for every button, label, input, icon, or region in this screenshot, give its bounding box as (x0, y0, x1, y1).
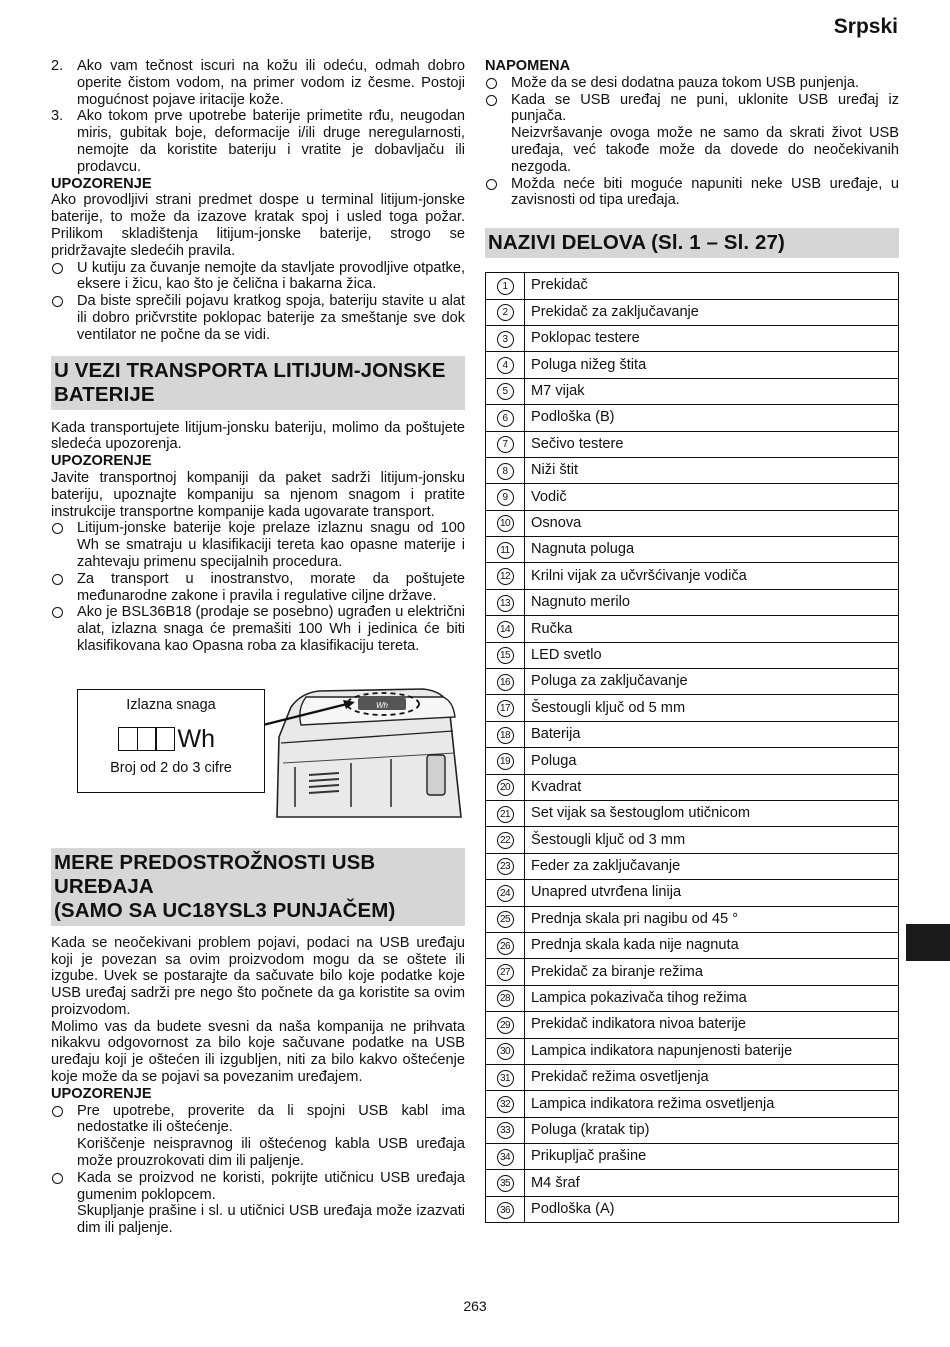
part-number: 8 (497, 463, 514, 480)
page-language-label: Srpski (833, 15, 898, 38)
part-number-cell (486, 721, 525, 747)
bullet-item (485, 176, 899, 210)
bullet-extra-text: Koriščenje neispravnog ili oštećenog kabla USB uređaja može prouzrokovati dim ili paljenje. (77, 1136, 465, 1170)
list-number: 3. (51, 108, 64, 125)
digit-cells (118, 724, 215, 753)
table-row (486, 748, 899, 774)
part-name: Prekidač indikatora nivoa baterije (525, 1012, 899, 1038)
part-number: 16 (497, 674, 514, 691)
part-number-cell (486, 985, 525, 1011)
part-number-cell (486, 695, 525, 721)
usb-heading (51, 848, 465, 926)
right-column (485, 58, 899, 1223)
list-item (51, 108, 465, 175)
part-number: 29 (497, 1017, 514, 1034)
part-number: 3 (497, 331, 514, 348)
part-number: 15 (497, 647, 514, 664)
bullet-extra-text: Skupljanje prašine i sl. u utičnici USB uređaja može izazvati dim ili paljenje. (77, 1203, 465, 1237)
list-text: Ako vam tečnost iscuri na kožu ili odeću, odmah dobro operite čistom vodom, na primer vodom iz česme. Postoji mogućnost pojave iritacije kože. (77, 58, 465, 108)
battery-wh-marking: Wh (376, 700, 388, 710)
part-number-cell (486, 748, 525, 774)
table-row (486, 1144, 899, 1170)
warning-label: UPOZORENJE (51, 1085, 152, 1102)
table-row (486, 299, 899, 325)
bullet-item (51, 1170, 465, 1237)
part-number-cell (486, 880, 525, 906)
part-number: 10 (497, 515, 514, 532)
table-row (486, 405, 899, 431)
part-name: Šestougli ključ od 3 mm (525, 827, 899, 853)
note-label: NAPOMENA (485, 58, 571, 74)
bullet-extra-text: Neizvršavanje ovoga može ne samo da skrati život USB uređaja, već takođe može da dovede do neočekivanih nezgoda. (511, 125, 899, 175)
table-row (486, 695, 899, 721)
part-number: 30 (497, 1043, 514, 1060)
table-row (486, 457, 899, 483)
table-row (486, 800, 899, 826)
bullet-text: Pre upotrebe, proverite da li spojni USB kabl ima nedostatke ili oštećenje. (77, 1102, 465, 1136)
table-row (486, 378, 899, 404)
part-name: Kvadrat (525, 774, 899, 800)
bullet-item (485, 75, 899, 92)
bullet-text: Da biste sprečili pojavu kratkog spoja, bateriju stavite u alat ili dobro pričvrstite poklopac baterije za smeštanje sve dok ventilator ne počne da se vidi. (77, 293, 465, 343)
circle-bullet-icon (51, 293, 77, 343)
part-name: Ručka (525, 616, 899, 642)
parts-heading: NAZIVI DELOVA (Sl. 1 – Sl. 27) (485, 228, 899, 258)
warning-text: Javite transportnoj kompaniji da paket sadrži litijum-jonsku bateriju, upoznajte kompaniju sa njenom snagom i pratite instrukcije transportne kompanije kada ugovarate transport. (51, 469, 465, 520)
part-name: M7 vijak (525, 378, 899, 404)
part-name: Feder za zaključavanje (525, 853, 899, 879)
digit-count-label: Broj od 2 do 3 cifre (110, 759, 232, 776)
bullet-item (51, 1103, 465, 1170)
circle-bullet-icon (485, 75, 511, 92)
part-name: Prekidač za zaključavanje (525, 299, 899, 325)
table-row (486, 827, 899, 853)
part-name: Krilni vijak za učvršćivanje vodiča (525, 563, 899, 589)
left-column (51, 58, 465, 1237)
part-name: Prednja skala kada nije nagnuta (525, 932, 899, 958)
part-number: 25 (497, 911, 514, 928)
circle-bullet-icon (51, 1170, 77, 1237)
circle-bullet-icon (51, 260, 77, 294)
table-row (486, 1170, 899, 1196)
part-number-cell (486, 299, 525, 325)
part-number-cell (486, 1012, 525, 1038)
part-number-cell (486, 1064, 525, 1090)
table-row (486, 669, 899, 695)
part-number-cell (486, 906, 525, 932)
bullet-item (51, 293, 465, 343)
part-number: 34 (497, 1149, 514, 1166)
table-row (486, 906, 899, 932)
part-number-cell (486, 325, 525, 351)
list-text: Ako tokom prve upotrebe baterije primetite rđu, neugodan miris, gubitak boje, deformacije i/ili druge neregularnosti, nemojte da koristite bateriju i vratite je dobavljaču ili prodavcu. (77, 108, 465, 175)
table-row (486, 721, 899, 747)
part-number-cell (486, 642, 525, 668)
table-row (486, 880, 899, 906)
part-number: 17 (497, 700, 514, 717)
bullet-item (51, 520, 465, 570)
part-number-cell (486, 378, 525, 404)
part-number-cell (486, 616, 525, 642)
part-number-cell (486, 537, 525, 563)
part-number: 9 (497, 489, 514, 506)
part-number: 7 (497, 436, 514, 453)
part-number: 11 (497, 542, 514, 559)
part-number-cell (486, 1117, 525, 1143)
part-number-cell (486, 405, 525, 431)
part-number: 1 (497, 278, 514, 295)
bullet-item (51, 571, 465, 605)
table-row (486, 959, 899, 985)
circle-bullet-icon (485, 176, 511, 210)
part-number: 18 (497, 727, 514, 744)
part-number: 31 (497, 1070, 514, 1087)
part-number: 27 (497, 964, 514, 981)
part-name: Vodič (525, 484, 899, 510)
bullet-item (51, 604, 465, 654)
battery-figure (51, 667, 465, 827)
table-row (486, 1012, 899, 1038)
bullet-text: U kutiju za čuvanje nemojte da stavljate provodljive otpatke, eksere i žicu, kao što je čelična i bakarna žica. (77, 259, 465, 293)
part-number-cell (486, 589, 525, 615)
part-number: 36 (497, 1202, 514, 1219)
part-number: 19 (497, 753, 514, 770)
part-number-cell (486, 352, 525, 378)
part-name: Lampica pokazivača tihog režima (525, 985, 899, 1011)
part-number-cell (486, 1144, 525, 1170)
part-name: Prekidač za biranje režima (525, 959, 899, 985)
digit-cell (118, 727, 138, 751)
part-number-cell (486, 774, 525, 800)
bullet-text: Može da se desi dodatna pauza tokom USB punjenja. (511, 74, 860, 91)
intro-list (51, 58, 465, 176)
part-number: 5 (497, 383, 514, 400)
part-name: Prekidač (525, 273, 899, 299)
list-number: 2. (51, 58, 64, 74)
part-name: Unapred utvrđena linija (525, 880, 899, 906)
heading-line: MERE PREDOSTROŽNOSTI USB (54, 850, 376, 874)
usb-paragraph: Molimo vas da budete svesni da naša kompanija ne prihvata nikakvu odgovornost za bilo koje sačuvane podatke na USB uređaju koji je oštećen ili izgubljen, niti za bilo kakvo oštećenje koje može da se pojavi sa povezanim uređajem. (51, 1018, 465, 1086)
page-number: 263 (463, 1298, 487, 1314)
table-row (486, 563, 899, 589)
table-row (486, 642, 899, 668)
part-name: Šestougli ključ od 5 mm (525, 695, 899, 721)
bullet-text: Možda neće biti moguće napuniti neke USB uređaje, u zavisnosti od tipa uređaja. (511, 175, 899, 209)
section-tab-marker (906, 924, 950, 961)
part-number-cell (486, 959, 525, 985)
bullet-content (511, 92, 899, 176)
table-row (486, 325, 899, 351)
heading-line: (SAMO SA UC18YSL3 PUNJAČEM) (54, 898, 396, 922)
part-name: Baterija (525, 721, 899, 747)
digit-cell (155, 727, 175, 751)
circle-bullet-icon (485, 92, 511, 176)
part-name: Podloška (B) (525, 405, 899, 431)
part-number: 20 (497, 779, 514, 796)
part-name: Poklopac testere (525, 325, 899, 351)
part-number: 13 (497, 595, 514, 612)
part-number: 2 (497, 304, 514, 321)
output-power-label: Izlazna snaga (126, 696, 216, 713)
table-row (486, 1117, 899, 1143)
part-name: Sečivo testere (525, 431, 899, 457)
part-number: 6 (497, 410, 514, 427)
part-number: 26 (497, 938, 514, 955)
part-number: 21 (497, 806, 514, 823)
bullet-text: Kada se USB uređaj ne puni, uklonite USB uređaj iz punjača. (511, 91, 899, 125)
part-number-cell (486, 510, 525, 536)
parts-table (485, 272, 899, 1223)
table-row (486, 1038, 899, 1064)
part-number: 28 (497, 990, 514, 1007)
part-name: Prednja skala pri nagibu od 45 ° (525, 906, 899, 932)
transport-heading: U VEZI TRANSPORTA LITIJUM-JONSKE BATERIJE (51, 356, 465, 410)
part-name: Poluga za zaključavanje (525, 669, 899, 695)
part-name: Set vijak sa šestouglom utičnicom (525, 800, 899, 826)
part-number-cell (486, 932, 525, 958)
wh-label-box (77, 689, 265, 793)
part-name: Nagnuta poluga (525, 537, 899, 563)
part-number-cell (486, 1196, 525, 1222)
warning-label: UPOZORENJE (51, 453, 152, 470)
circle-bullet-icon (51, 520, 77, 570)
bullet-text: Za transport u inostranstvo, morate da poštujete međunarodne zakone i pravila i regulative ciljne države. (77, 570, 465, 604)
bullet-content (77, 1103, 465, 1170)
part-number-cell (486, 457, 525, 483)
part-name: Poluga (525, 748, 899, 774)
part-number-cell (486, 827, 525, 853)
part-name: Niži štit (525, 457, 899, 483)
circle-bullet-icon (51, 604, 77, 654)
table-row (486, 1196, 899, 1222)
table-row (486, 352, 899, 378)
warning-text: Ako provodljivi strani predmet dospe u terminal litijum-jonske baterije, to može da izazove kratak spoj i usled toga požar. Prilikom skladištenja litijum-jonske baterije, strogo se pridržavajte sledećih pravila. (51, 192, 465, 259)
part-name: Lampica indikatora režima osvetljenja (525, 1091, 899, 1117)
table-row (486, 273, 899, 299)
part-number: 14 (497, 621, 514, 638)
table-row (486, 932, 899, 958)
part-number-cell (486, 1091, 525, 1117)
part-name: Nagnuto merilo (525, 589, 899, 615)
part-name: M4 šraf (525, 1170, 899, 1196)
part-number: 22 (497, 832, 514, 849)
part-name: LED svetlo (525, 642, 899, 668)
part-name: Osnova (525, 510, 899, 536)
part-name: Poluga (kratak tip) (525, 1117, 899, 1143)
table-row (486, 1064, 899, 1090)
table-row (486, 853, 899, 879)
bullet-item (51, 260, 465, 294)
table-row (486, 431, 899, 457)
part-number-cell (486, 273, 525, 299)
bullet-item (485, 92, 899, 176)
table-row (486, 1091, 899, 1117)
part-number: 35 (497, 1175, 514, 1192)
bullet-text: Ako je BSL36B18 (prodaje se posebno) ugrađen u električni alat, izlazna snaga će premašiti 100 Wh i jedinica će biti klasifikovana kao Opasna roba za klasifikaciju tereta. (77, 604, 465, 654)
part-name: Lampica indikatora napunjenosti baterije (525, 1038, 899, 1064)
bullet-text: Kada se proizvod ne koristi, pokrijte utičnicu USB uređaja gumenim poklopcem. (77, 1169, 465, 1203)
usb-paragraph: Kada se neočekivani problem pojavi, podaci na USB uređaju koji je povezan sa ovim proizvodom mogu da se oštete ili izgube. Uvek se postarajte da sačuvate bilo koje podatke koje USB uređaj sadrži pre nego što počnete da ga koristite sa ovim proizvodom. (51, 934, 465, 1018)
part-number-cell (486, 431, 525, 457)
part-name: Prikupljač prašine (525, 1144, 899, 1170)
list-item (51, 58, 465, 108)
bullet-text: Litijum-jonske baterije koje prelaze izlaznu snagu od 100 Wh se smatraju u klasifikaciji tereta kao opasne materije i zahtevaju primenu specijalnih procedura. (77, 520, 465, 570)
table-row (486, 774, 899, 800)
part-number-cell (486, 563, 525, 589)
part-number: 23 (497, 858, 514, 875)
part-number-cell (486, 669, 525, 695)
table-row (486, 985, 899, 1011)
digit-cell (137, 727, 157, 751)
table-row (486, 589, 899, 615)
table-row (486, 537, 899, 563)
wh-unit: Wh (177, 724, 215, 753)
part-number-cell (486, 800, 525, 826)
part-number: 33 (497, 1122, 514, 1139)
bullet-content (77, 1170, 465, 1237)
part-name: Podloška (A) (525, 1196, 899, 1222)
part-number-cell (486, 484, 525, 510)
table-row (486, 484, 899, 510)
circle-bullet-icon (51, 1103, 77, 1170)
part-number: 4 (497, 357, 514, 374)
part-number: 12 (497, 568, 514, 585)
part-number-cell (486, 1038, 525, 1064)
table-row (486, 616, 899, 642)
warning-label: UPOZORENJE (51, 175, 152, 192)
part-name: Prekidač režima osvetljenja (525, 1064, 899, 1090)
heading-line: UREĐAJA (54, 874, 154, 898)
circle-bullet-icon (51, 571, 77, 605)
transport-intro: Kada transportujete litijum-jonsku bateriju, molimo da poštujete sledeća upozorenja. (51, 419, 465, 453)
part-name: Poluga nižeg štita (525, 352, 899, 378)
part-number: 24 (497, 885, 514, 902)
table-row (486, 510, 899, 536)
part-number: 32 (497, 1096, 514, 1113)
part-number-cell (486, 853, 525, 879)
part-number-cell (486, 1170, 525, 1196)
